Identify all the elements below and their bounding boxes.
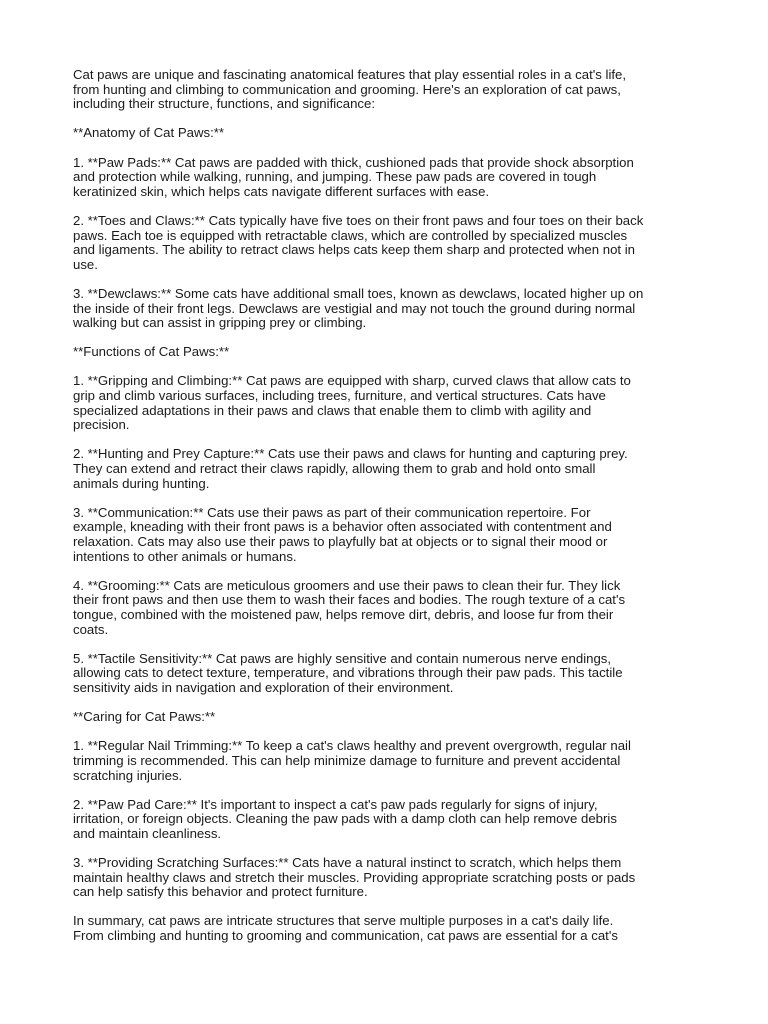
caring-item-paw-pad-care: 2. **Paw Pad Care:** It's important to inspect a cat's paw pads regularly for signs of injury, irritation, or foreign objects. Cleaning the paw pads with a damp cloth can help remove debris and maintain cleanliness. [73, 796, 617, 841]
anatomy-item-paw-pads: 1. **Paw Pads:** Cat paws are padded with thick, cushioned pads that provide shock absorption and protection while walking, running, and jumping. These paw pads are covered in tough keratinized skin, which helps cats navigate different surfaces with ease. [73, 154, 634, 199]
document-page [73, 68, 703, 958]
section-heading-anatomy: **Anatomy of Cat Paws:** [73, 125, 224, 141]
caring-item-scratching-surfaces: 3. **Providing Scratching Surfaces:** Cats have a natural instinct to scratch, which helps them maintain healthy claws and stretch their muscles. Providing appropriate scratching posts or pads can help satisfy this behavior and protect furniture. [73, 855, 636, 900]
anatomy-item-dewclaws: 3. **Dewclaws:** Some cats have additional small toes, known as dewclaws, located higher up on the inside of their front legs. Dewclaws are vestigial and may not touch the ground during normal walking but can assist in gripping prey or climbing. [73, 285, 644, 331]
section-heading-caring: **Caring for Cat Paws:** [73, 709, 216, 725]
intro-paragraph: Cat paws are unique and fascinating anatomical features that play essential roles in a cat's life, from hunting and climbing to communication and grooming. Here's an exploration of cat paws, including their structure, functions, and significance: [73, 67, 627, 112]
summary-paragraph: In summary, cat paws are intricate structures that serve multiple purposes in a cat's daily life. From climbing and hunting to grooming and communication, cat paws are essential for a cat's [73, 913, 618, 944]
function-item-communication: 3. **Communication:** Cats use their paws as part of their communication repertoire. For example, kneading with their front paws is a behavior often associated with contentment and relaxation. Cats may also use their paws to playfully bat at objects or to signal their mood or intentions to other animals or humans. [73, 504, 612, 564]
function-item-grooming: 4. **Grooming:** Cats are meticulous groomers and use their paws to clean their fur. They lick their front paws and then use them to wash their faces and bodies. The rough texture of a cat's tongue, combined with the moistened paw, helps remove dirt, debris, and loose fur from their coats. [73, 577, 626, 637]
section-heading-functions: **Functions of Cat Paws:** [73, 344, 230, 360]
function-item-hunting: 2. **Hunting and Prey Capture:** Cats use their paws and claws for hunting and capturing prey. They can extend and retract their claws rapidly, allowing them to grab and hold onto small animals during hunting. [73, 446, 628, 491]
function-item-tactile: 5. **Tactile Sensitivity:** Cat paws are highly sensitive and contain numerous nerve endings, allowing cats to detect texture, temperature, and vibrations through their paw pads. This tactile sensitivity aids in navigation and exploration of their environment. [73, 650, 623, 695]
function-item-gripping: 1. **Gripping and Climbing:** Cat paws are equipped with sharp, curved claws that allow cats to grip and climb various surfaces, including trees, furniture, and vertical structures. Cats have specialized adaptations in their paws and claws that enable them to climb with agility and precision. [73, 373, 631, 433]
caring-item-nail-trimming: 1. **Regular Nail Trimming:** To keep a cat's claws healthy and prevent overgrowth, regular nail trimming is recommended. This can help minimize damage to furniture and prevent accidental scratching injuries. [73, 738, 631, 783]
anatomy-item-toes-claws: 2. **Toes and Claws:** Cats typically have five toes on their front paws and four toes on their back paws. Each toe is equipped with retractable claws, which are controlled by specialized muscles and ligaments. The ability to retract claws helps cats keep them sharp and protected when not in use. [73, 212, 644, 272]
